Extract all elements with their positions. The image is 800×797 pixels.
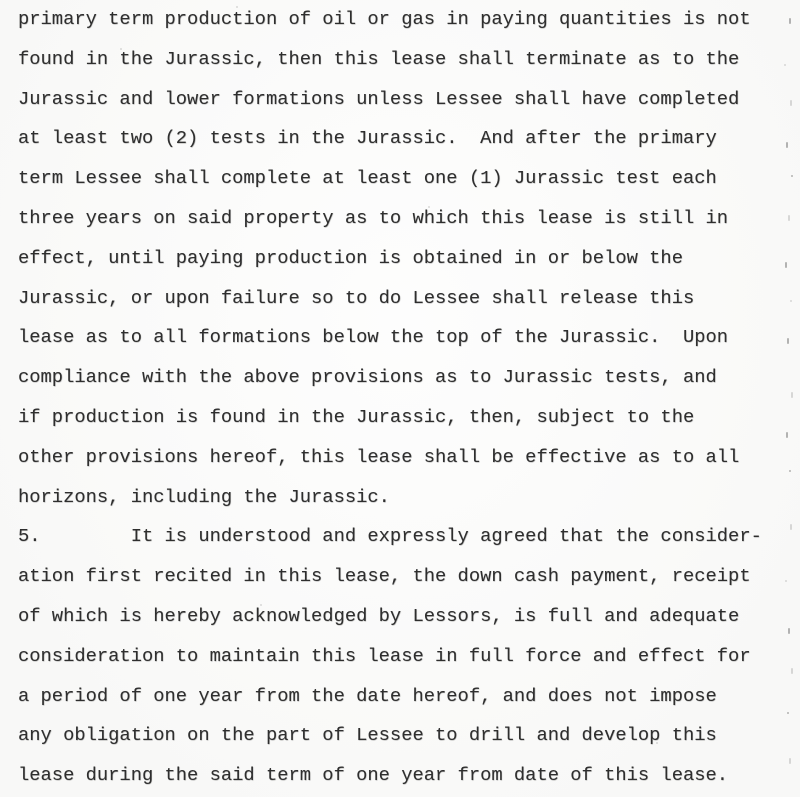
text-line: effect, until paying production is obtained in or below the <box>18 246 683 269</box>
scan-speck <box>786 432 788 438</box>
text-line: other provisions hereof, this lease shall be effective as to all <box>18 445 740 468</box>
scan-speck <box>789 470 791 472</box>
scan-speck <box>791 392 793 398</box>
scan-speck <box>656 742 658 744</box>
text-line: any obligation on the part of Lessee to drill and develop this <box>18 724 717 747</box>
scan-speck <box>785 262 787 268</box>
scan-speck <box>788 215 790 221</box>
scan-speck <box>236 6 238 8</box>
text-line: of which is hereby acknowledged by Lessors, is full and adequate <box>18 604 740 627</box>
text-line: lease as to all formations below the top of the Jurassic. Upon <box>18 326 729 349</box>
scan-speck <box>790 524 792 530</box>
text-line: 5. It is understood and expressly agreed that the consider- <box>18 525 762 548</box>
scan-speck <box>787 712 789 714</box>
scan-speck <box>785 580 787 582</box>
text-line: consideration to maintain this lease in full force and effect for <box>18 644 751 667</box>
scan-speck <box>786 142 788 148</box>
text-line: three years on said property as to which this lease is still in <box>18 206 729 229</box>
text-line: term Lessee shall complete at least one (1) Jurassic test each <box>18 167 717 190</box>
scan-speck <box>428 206 430 208</box>
scan-speck <box>787 338 789 344</box>
scan-speck <box>789 18 791 24</box>
scan-speck <box>791 668 793 674</box>
scan-speck <box>788 628 790 634</box>
scan-speck <box>790 300 792 302</box>
scan-speck <box>120 48 122 50</box>
document-text <box>18 0 788 796</box>
text-line: Jurassic and lower formations unless Lessee shall have completed <box>18 87 740 110</box>
text-line: primary term production of oil or gas in paying quantities is not <box>18 8 751 30</box>
text-line: ation first recited in this lease, the down cash payment, receipt <box>18 565 751 588</box>
scan-speck <box>790 100 792 106</box>
scan-speck <box>784 64 786 66</box>
scan-speck <box>789 758 791 764</box>
text-line: lease during the said term of one year from date of this lease. <box>18 764 729 787</box>
text-line: Jurassic, or upon failure so to do Lessee shall release this <box>18 286 695 309</box>
text-line: horizons, including the Jurassic. <box>18 485 390 508</box>
scan-speck <box>260 604 262 606</box>
text-line: found in the Jurassic, then this lease shall terminate as to the <box>18 47 740 70</box>
text-line: compliance with the above provisions as to Jurassic tests, and <box>18 366 717 389</box>
text-line: a period of one year from the date hereof, and does not impose <box>18 684 717 707</box>
scan-speck <box>791 175 793 177</box>
text-line: at least two (2) tests in the Jurassic. And after the primary <box>18 127 717 150</box>
text-line: if production is found in the Jurassic, then, subject to the <box>18 405 695 428</box>
